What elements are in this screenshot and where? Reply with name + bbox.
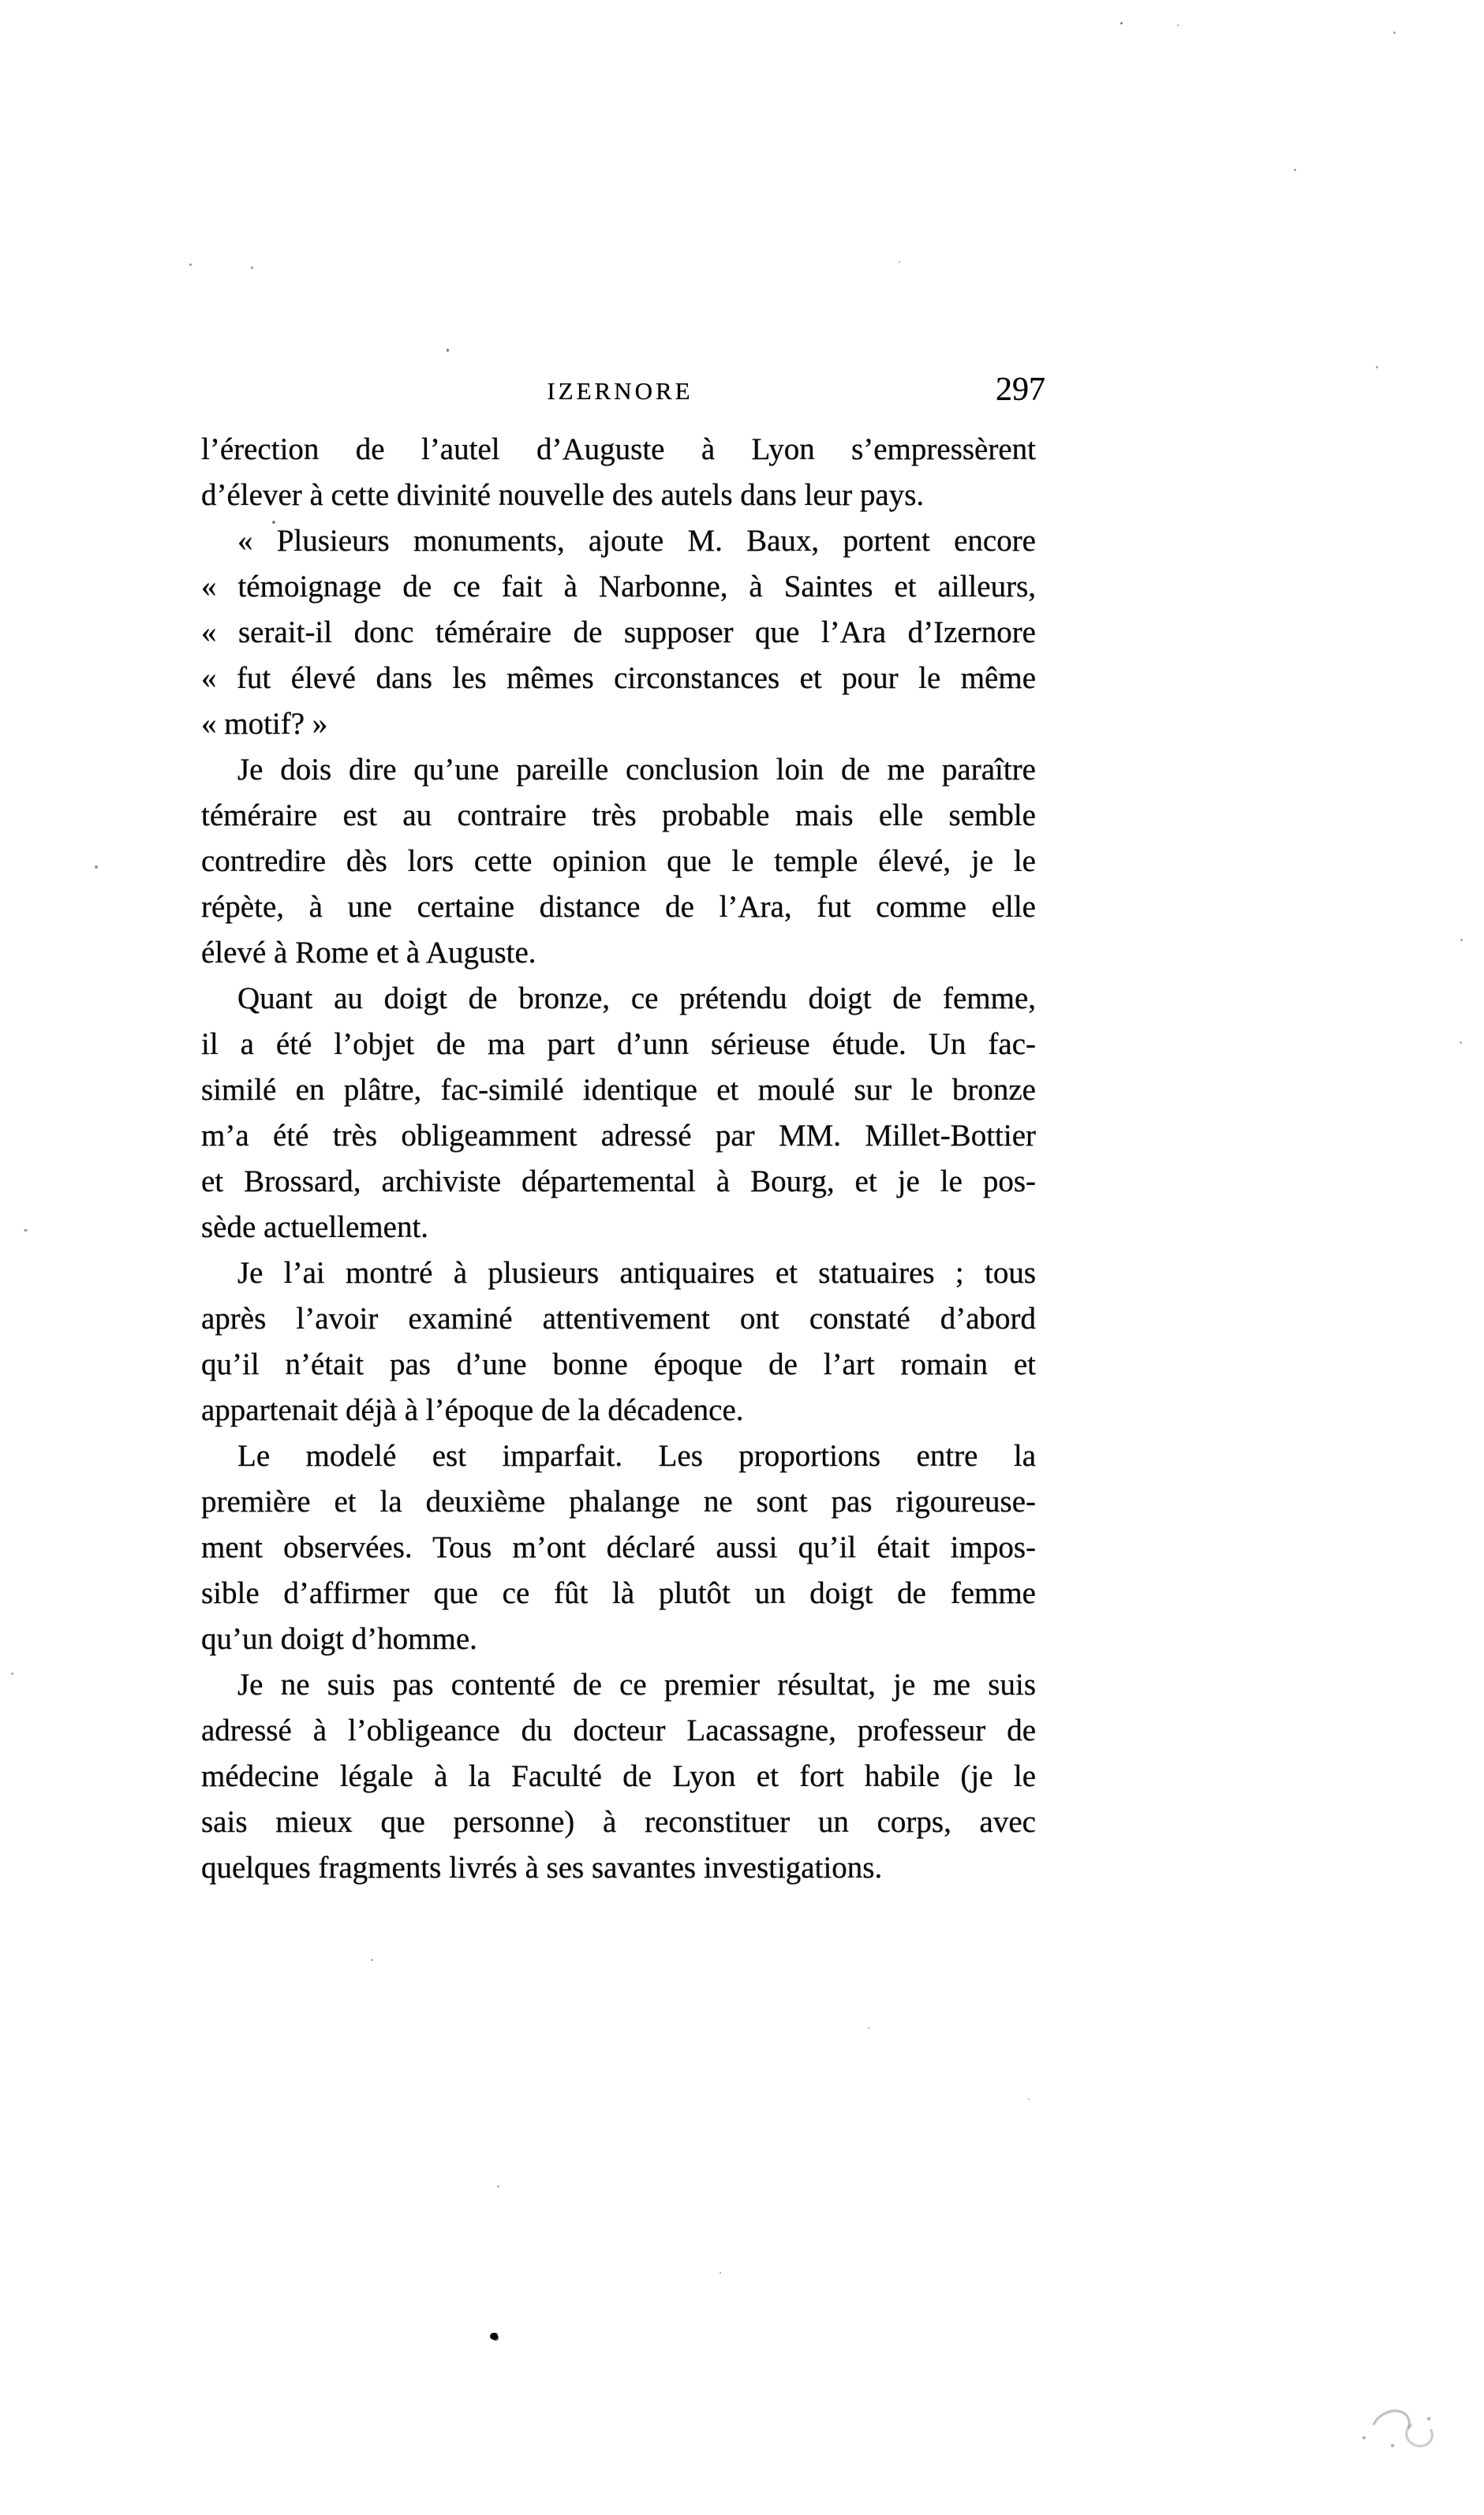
text-line: qu’un doigt d’homme. <box>201 1622 477 1656</box>
scan-speck <box>371 1959 373 1961</box>
scan-speck <box>11 1672 13 1675</box>
text-line: première et la deuxième phalange ne sont pas rigoureuse- <box>201 1485 1036 1519</box>
scan-speck <box>1376 366 1378 368</box>
ink-spot <box>490 2333 498 2340</box>
text-line: appartenait déjà à l’époque de la décadence. <box>201 1393 744 1427</box>
scan-speck <box>1460 939 1463 941</box>
text-line: « serait-il donc téméraire de supposer que l’Ara d’Izernore <box>201 615 1036 649</box>
text-line: Je l’ai montré à plusieurs antiquaires et statuaires ; tous <box>237 1256 1036 1290</box>
text-line: « fut élevé dans les mêmes circonstances et pour le même <box>201 661 1036 695</box>
scan-speck <box>189 263 192 266</box>
text-line: d’élever à cette divinité nouvelle des autels dans leur pays. <box>201 478 925 512</box>
text-line: Je ne suis pas contenté de ce premier résultat, je me suis <box>237 1668 1036 1702</box>
text-line: sède actuellement. <box>201 1210 429 1244</box>
scan-speck <box>272 521 275 524</box>
text-line: sais mieux que personne) à reconstituer un corps, avec <box>201 1805 1036 1839</box>
text-line: « Plusieurs monuments, ajoute M. Baux, portent encore <box>237 524 1036 558</box>
text-line: téméraire est au contraire très probable mais elle semble <box>201 798 1036 832</box>
scan-speck <box>447 349 449 352</box>
scan-speck <box>1177 24 1179 26</box>
scan-speck <box>24 1229 28 1231</box>
text-line: il a été l’objet de ma part d’unn sérieuse étude. Un fac- <box>201 1027 1036 1061</box>
text-line: m’a été très obligeamment adressé par MM. Millet-Bottier <box>201 1119 1036 1153</box>
scan-speck <box>497 2185 499 2188</box>
running-title: IZERNORE <box>547 377 693 405</box>
text-line: Quant au doigt de bronze, ce prétendu doigt de femme, <box>237 981 1036 1015</box>
smudge-dot <box>1391 2444 1394 2447</box>
text-line: élevé à Rome et à Auguste. <box>201 936 536 970</box>
text-line: après l’avoir examiné attentivement ont constaté d’abord <box>201 1302 1036 1336</box>
text-line: adressé à l’obligeance du docteur Lacassagne, professeur de <box>201 1713 1036 1747</box>
text-line: « motif? » <box>201 707 328 741</box>
scan-speck <box>251 267 253 269</box>
text-line: Le modelé est imparfait. Les proportions entre la <box>237 1439 1036 1473</box>
scan-speck <box>899 261 900 263</box>
page-body <box>201 427 1036 1891</box>
text-line: l’érection de l’autel d’Auguste à Lyon s’empressèrent <box>201 432 1036 466</box>
scan-speck <box>1393 32 1396 34</box>
scan-speck <box>95 865 98 869</box>
text-line: répète, à une certaine distance de l’Ara, fut comme elle <box>201 890 1036 924</box>
smudge-dot <box>1427 2417 1430 2420</box>
text-line: médecine légale à la Faculté de Lyon et fort habile (je le <box>201 1759 1036 1793</box>
text-line: quelques fragments livrés à ses savantes investigations. <box>201 1851 883 1885</box>
text-line: qu’il n’était pas d’une bonne époque de l’art romain et <box>201 1347 1036 1381</box>
text-line: sible d’affirmer que ce fût là plutôt un doigt de femme <box>201 1576 1036 1610</box>
text-line: similé en plâtre, fac-similé identique et moulé sur le bronze <box>201 1073 1036 1107</box>
text-line: « témoignage de ce fait à Narbonne, à Saintes et ailleurs, <box>201 570 1036 604</box>
page-number: 297 <box>996 372 1045 408</box>
scan-speck <box>1028 2098 1030 2100</box>
scan-speck <box>868 2027 869 2029</box>
page-header <box>201 371 1045 412</box>
scan-speck <box>720 2272 721 2274</box>
text-line: et Brossard, archiviste départemental à Bourg, et je le pos- <box>201 1164 1036 1198</box>
smudge-dot <box>1363 2436 1366 2439</box>
scan-speck <box>1460 1041 1462 1044</box>
scan-speck <box>1120 22 1123 24</box>
text-line: ment observées. Tous m’ont déclaré aussi qu’il était impos- <box>201 1530 1036 1564</box>
scan-speck <box>1294 169 1296 171</box>
text-line: contredire dès lors cette opinion que le temple élevé, je le <box>201 844 1036 878</box>
text-line: Je dois dire qu’une pareille conclusion loin de me paraître <box>237 753 1036 787</box>
pencil-smudge <box>1359 2403 1450 2466</box>
